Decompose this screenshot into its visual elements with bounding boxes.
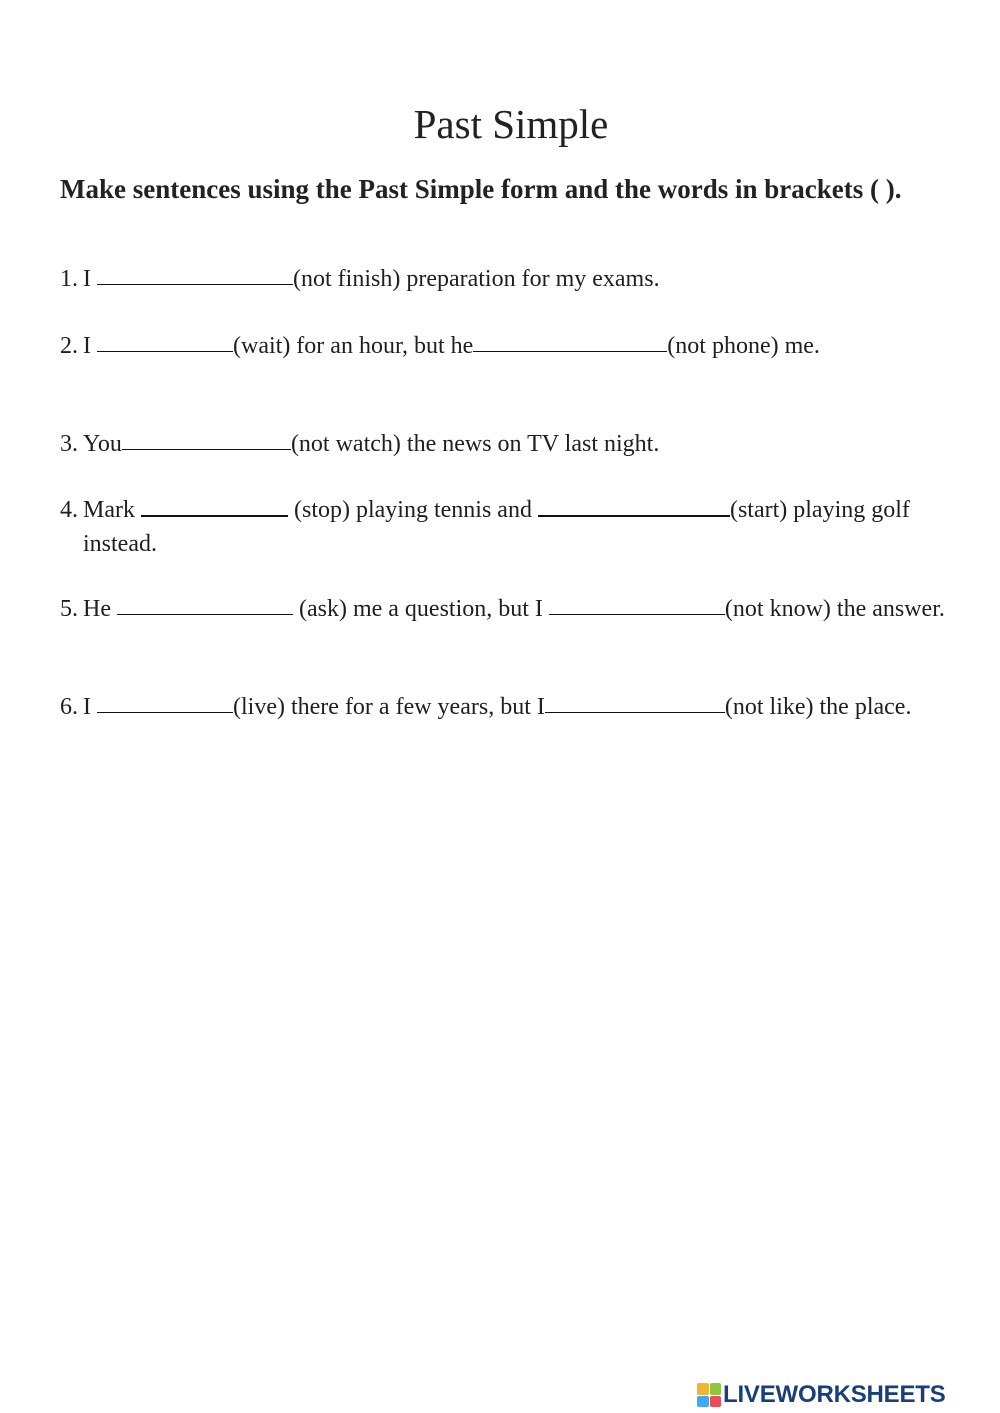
answer-blank-6b[interactable] — [545, 690, 725, 713]
question-text: Mark — [83, 497, 141, 523]
question-text: I — [83, 694, 97, 720]
answer-input-2b[interactable] — [473, 337, 667, 359]
question-number: 5. — [60, 596, 78, 622]
answer-input-5a[interactable] — [117, 600, 293, 622]
question-text: I — [83, 266, 97, 292]
brand-name: LIVEWORKSHEETS — [723, 1381, 946, 1408]
question-number: 2. — [60, 333, 78, 359]
worksheet-title: Past Simple — [413, 101, 609, 147]
answer-blank-5a[interactable] — [117, 592, 293, 615]
answer-input-5b[interactable] — [549, 600, 725, 622]
answer-blank-3[interactable] — [122, 427, 291, 450]
question-text: (not watch) the news on TV last night. — [290, 431, 660, 457]
question-text: He — [83, 596, 117, 622]
answer-input-3[interactable] — [122, 435, 291, 457]
question-3 — [50, 427, 950, 461]
liveworksheets-logo[interactable] — [697, 1378, 997, 1412]
question-1 — [50, 262, 950, 296]
answer-blank-6a[interactable] — [97, 690, 233, 713]
answer-input-4a[interactable] — [141, 501, 288, 523]
answer-blank-5b[interactable] — [549, 592, 725, 615]
question-text: (wait) for an hour, but he — [233, 333, 474, 359]
question-text: (not finish) preparation for my exams. — [293, 266, 660, 292]
instructions: Make sentences using the Past Simple form and the words in brackets ( ). — [60, 174, 902, 204]
question-number: 3. — [60, 431, 78, 457]
question-text: (not know) the answer. — [724, 596, 945, 622]
question-text: (not phone) me. — [667, 333, 820, 359]
question-4 — [50, 493, 950, 561]
question-text: (ask) me a question, but I — [292, 596, 549, 622]
answer-blank-2b[interactable] — [473, 329, 667, 352]
question-number: 4. — [60, 497, 78, 523]
question-text: (not like) the place. — [724, 694, 912, 720]
question-number: 1. — [60, 266, 78, 292]
answer-blank-4a[interactable] — [141, 493, 288, 517]
answer-blank-1[interactable] — [97, 262, 293, 285]
question-5 — [50, 592, 950, 626]
question-6 — [50, 690, 950, 724]
question-text: You — [83, 431, 122, 457]
answer-input-4b[interactable] — [538, 501, 730, 523]
answer-blank-2a[interactable] — [97, 329, 233, 352]
answer-input-6a[interactable] — [97, 698, 233, 720]
question-text: I — [83, 333, 97, 359]
question-number: 6. — [60, 694, 78, 720]
liveworksheets-logo-icon — [697, 1383, 721, 1407]
answer-input-1[interactable] — [97, 270, 293, 292]
question-text: (start) playing golf instead. — [83, 497, 910, 557]
answer-blank-4b[interactable] — [538, 493, 730, 517]
question-text: (live) there for a few years, but I — [233, 694, 545, 720]
question-text: (stop) playing tennis and — [287, 497, 538, 523]
answer-input-2a[interactable] — [97, 337, 233, 359]
answer-input-6b[interactable] — [545, 698, 725, 720]
question-2 — [50, 329, 950, 363]
